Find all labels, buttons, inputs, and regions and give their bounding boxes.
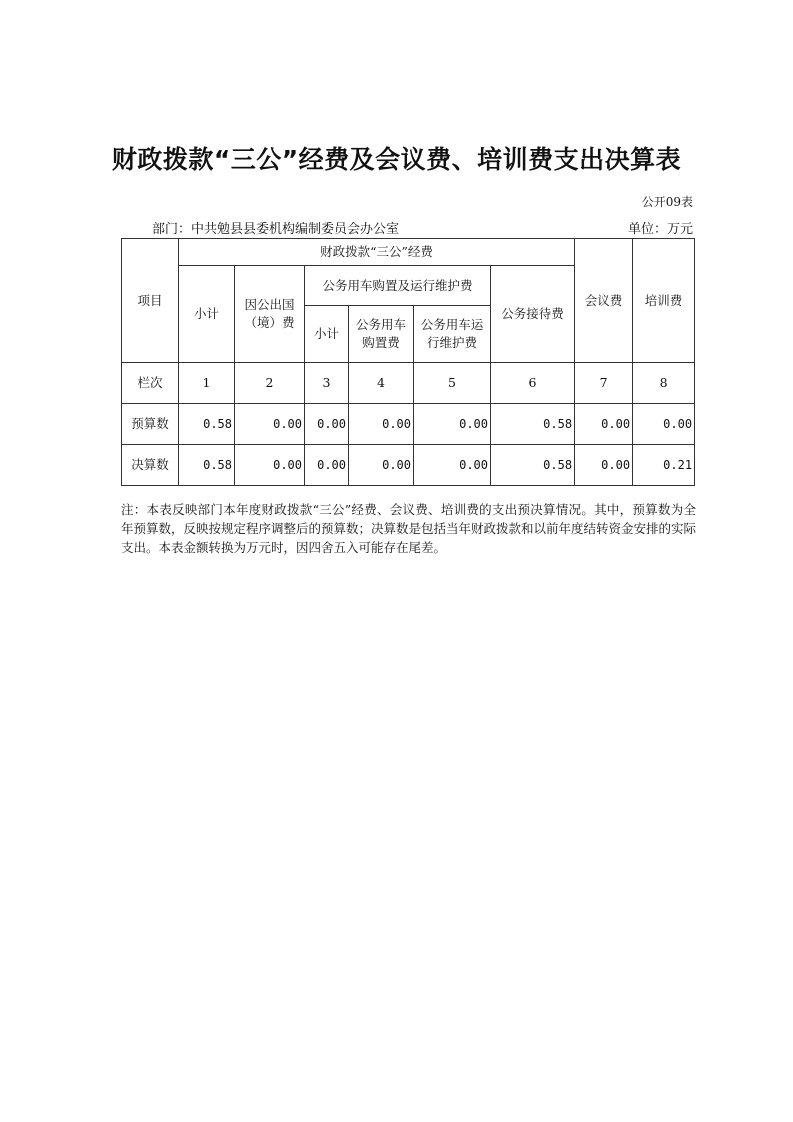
- row-label: 栏次: [122, 363, 179, 404]
- value-cell: 0.00: [349, 404, 414, 445]
- header-meeting: 会议费: [575, 239, 633, 363]
- unit-label: 单位：万元: [627, 222, 693, 237]
- column-index: 6: [491, 363, 575, 404]
- value-cell: 0.00: [305, 404, 349, 445]
- header-three-public-group: 财政拨款“三公”经费: [179, 239, 575, 266]
- column-index-row: [122, 363, 695, 404]
- column-index: 1: [179, 363, 235, 404]
- table-row-final: [122, 445, 695, 486]
- row-label: 决算数: [122, 445, 179, 486]
- table-row-budget: [122, 404, 695, 445]
- value-cell: 0.00: [414, 445, 491, 486]
- value-cell: 0.00: [305, 445, 349, 486]
- header-subtotal: 小计: [179, 266, 235, 363]
- value-cell: 0.00: [633, 404, 695, 445]
- value-cell: 0.58: [179, 445, 235, 486]
- header-training: 培训费: [633, 239, 695, 363]
- department-label: 部门：中共勉县县委机构编制委员会办公室: [152, 222, 400, 237]
- value-cell: 0.58: [491, 445, 575, 486]
- value-cell: 0.00: [349, 445, 414, 486]
- column-index: 2: [235, 363, 305, 404]
- value-cell: 0.00: [235, 445, 305, 486]
- header-vehicle-operation: 公务用车运行维护费: [414, 306, 491, 363]
- header-reception: 公务接待费: [491, 266, 575, 363]
- header-item: 项目: [122, 239, 179, 363]
- value-cell: 0.00: [575, 404, 633, 445]
- column-index: 7: [575, 363, 633, 404]
- value-cell: 0.00: [575, 445, 633, 486]
- footnote: 注：本表反映部门本年度财政拨款“三公”经费、会议费、培训费的支出预决算情况。其中，预算数为全年预算数，反映按规定程序调整后的预算数；决算数是包括当年财政拨款和以前年度结转资金安排的实际支出。本表金额转换为万元时，因四舍五入可能存在尾差。: [121, 502, 697, 555]
- value-cell: 0.00: [235, 404, 305, 445]
- header-vehicle-subtotal: 小计: [305, 306, 349, 363]
- row-label: 预算数: [122, 404, 179, 445]
- value-cell: 0.58: [491, 404, 575, 445]
- column-index: 3: [305, 363, 349, 404]
- value-cell: 0.21: [633, 445, 695, 486]
- expenditure-table: [121, 238, 695, 486]
- form-code: 公开09表: [641, 195, 693, 209]
- value-cell: 0.00: [414, 404, 491, 445]
- page-title: 财政拨款“三公”经费及会议费、培训费支出决算表: [111, 145, 682, 174]
- column-index: 4: [349, 363, 414, 404]
- column-index: 8: [633, 363, 695, 404]
- header-abroad: 因公出国（境）费: [235, 266, 305, 363]
- value-cell: 0.58: [179, 404, 235, 445]
- column-index: 5: [414, 363, 491, 404]
- header-vehicle-purchase: 公务用车购置费: [349, 306, 414, 363]
- header-vehicle-group: 公务用车购置及运行维护费: [305, 266, 491, 306]
